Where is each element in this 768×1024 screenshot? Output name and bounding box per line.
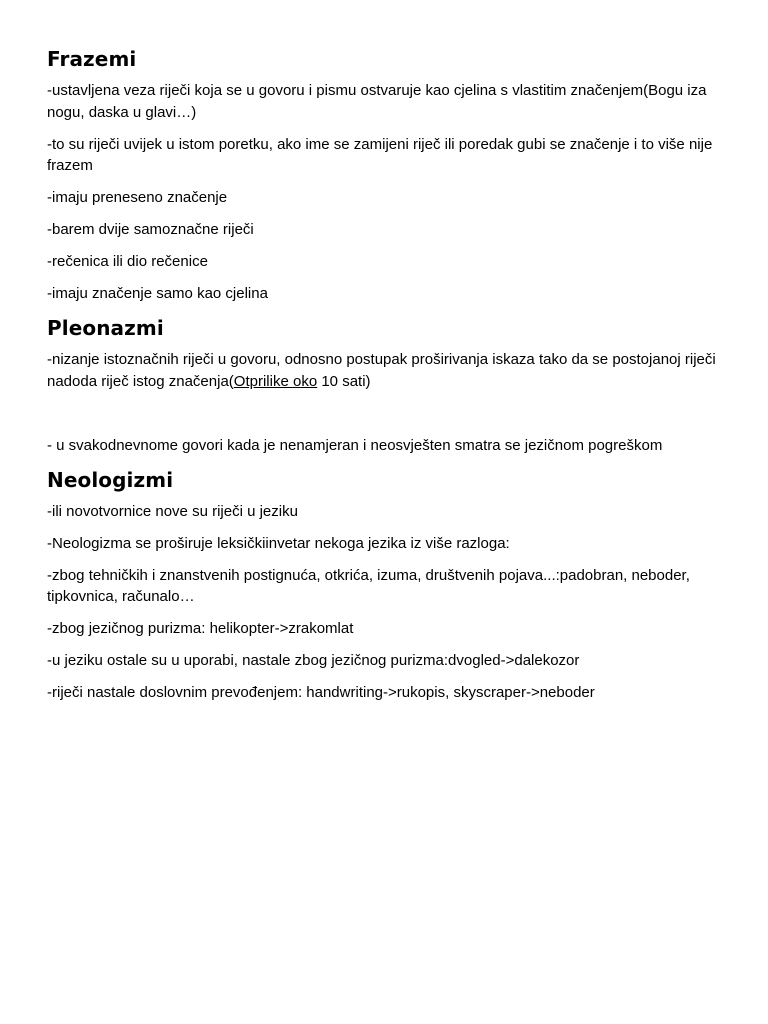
section-heading-pleonazmi: Pleonazmi [47,316,164,340]
section-heading-neologizmi: Neologizmi [47,467,174,492]
paragraph: -barem dvije samoznačne riječi [47,221,254,238]
paragraph-text: -nizanje istoznačnih riječi u govoru, odnosno postupak proširivanja iskaza tako da se postojanoj riječi nadoda riječ istog značenja( [47,351,716,390]
paragraph: -zbog jezičnog purizma: helikopter->zrakomlat [47,620,354,637]
paragraph: -u jeziku ostale su u uporabi, nastale zbog jezičnog purizma:dvogled->dalekozor [47,652,580,669]
paragraph: -zbog tehničkih i znanstvenih postignuća, otkrića, izuma, društvenih pojava...:padobran, neboder, tipkovnica, računalo… [47,566,690,605]
underlined-phrase: Otprilike oko [233,372,318,390]
paragraph: - u svakodnevnome govori kada je nenamjeran i neosvješten smatra se jezičnom pogreškom [47,436,663,454]
blank-line [47,403,737,435]
paragraph: -imaju značenje samo kao cjelina [47,285,268,302]
paragraph: -Neologizma se proširuje leksičkiinvetar nekoga jezika iz više razloga: [47,534,510,552]
paragraph: -imaju preneseno značenje [47,189,228,206]
section-heading-frazemi: Frazemi [47,47,137,71]
paragraph [47,349,737,392]
paragraph: -to su riječi uvijek u istom poretku, ako ime se zamijeni riječ ili poredak gubi se značenje i to više nije frazem [47,135,713,174]
paragraph-text: 10 sati) [317,372,371,390]
paragraph: -rečenica ili dio rečenice [47,253,208,270]
document-page [47,46,737,714]
paragraph: -riječi nastale doslovnim prevođenjem: handwriting->rukopis, skyscraper->neboder [47,684,595,701]
section-pleonazmi [47,315,737,456]
section-neologizmi [47,467,737,704]
section-frazemi [47,46,737,305]
paragraph: -ustavljena veza riječi koja se u govoru i pismu ostvaruje kao cjelina s vlastitim značenjem(Bogu iza nogu, daska u glavi…) [47,82,707,121]
paragraph: -ili novotvornice nove su riječi u jeziku [47,502,298,520]
